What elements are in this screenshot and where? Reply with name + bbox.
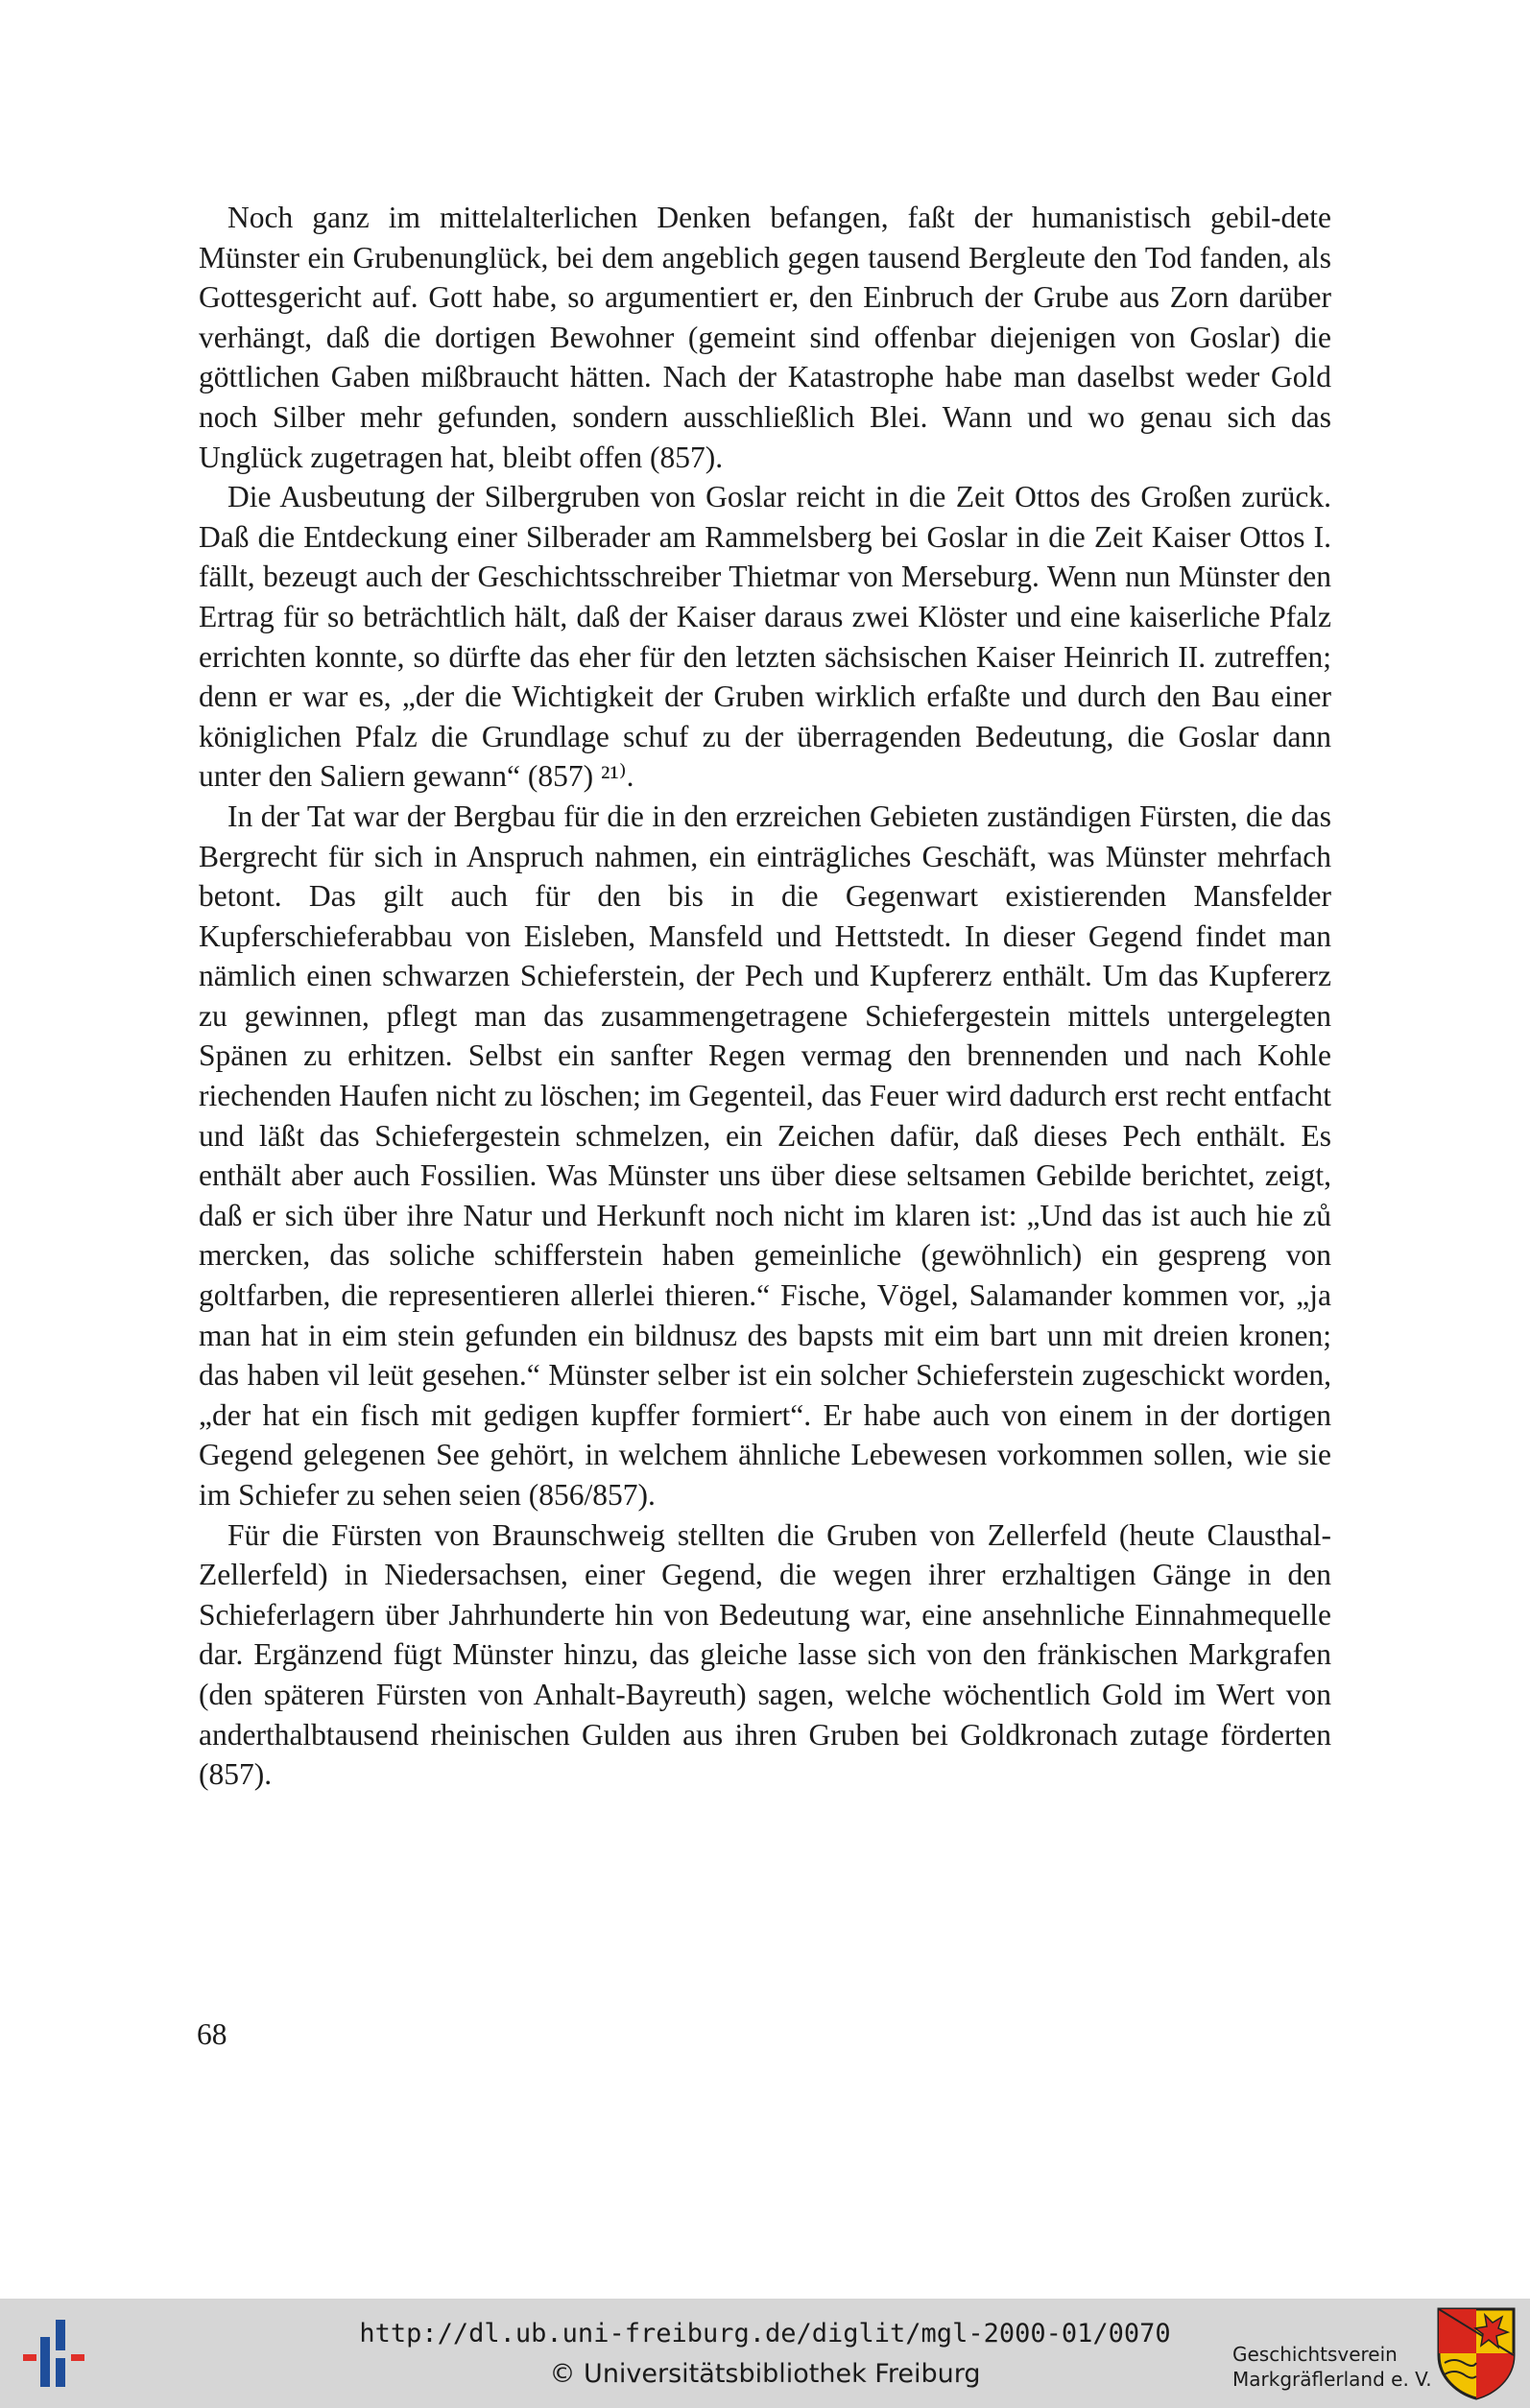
paragraph-zellerfeld-mines: Für die Fürsten von Braunschweig stellten die Gruben von Zellerfeld (heute Clausthal-Zellerfeld) in Niedersachsen, einer Gegend, die wegen ihrer erzhaltigen Gänge in den Schieferlagern über Jahrhunderte hin von Bedeutung war, eine ansehnliche Einnahmequelle dar. Ergänzend fügt Münster hinzu, das gleiche lasse sich von den fränkischen Markgrafen (den späteren Fürsten von Anhalt-Bayreuth) sagen, welche wöchentlich Gold im Wert von anderthalbtausend rheinischen Gulden aus ihren Gruben bei Goldkronach zutage förderten (857).: [199, 1517, 1331, 1792]
footer-bar: [0, 2299, 1530, 2408]
society-name: [1232, 2342, 1432, 2392]
page-number: 68: [197, 2017, 227, 2051]
paragraph-mansfeld-copper: In der Tat war der Bergbau für die in den erzreichen Gebieten zuständigen Fürsten, die das Bergrecht für sich in Anspruch nahmen, ein einträgliches Geschäft, was Münster mehrfach betont. Das gilt auch für den bis in die Gegenwart existierenden Mansfelder Kupferschieferabbau von Eisleben, Mansfeld und Hettstedt. In dieser Gegend findet man nämlich einen schwarzen Schieferstein, der Pech und Kupfererz enthält. Um das Kupfererz zu gewinnen, pflegt man das zusammengetragene Schiefergestein mittels untergelegten Spänen zu erhitzen. Selbst ein sanfter Regen vermag den brennenden und nach Kohle riechenden Haufen nicht zu löschen; im Gegenteil, das Feuer wird dadurch erst recht entfacht und läßt das Schiefergestein schmelzen, ein Zeichen dafür, daß dieses Pech enthält. Es enthält aber auch Fossilien. Was Münster uns über diese seltsamen Gebilde berichtet, zeigt, daß er sich über ihre Natur und Herkunft noch nicht im klaren ist: „Und das ist auch hie zů mercken, das soliche schifferstein haben gemeinliche (gewöhnlich) ein gespreng von goltfarben, die representieren allerlei thieren.“ Fische, Vögel, Salamander kommen vor, „ja man hat in eim stein gefunden ein bildnusz des bapsts mit eim bart unn mit dreien kronen; das haben vil leüt gesehen.“ Münster selber ist ein solcher Schieferstein zugeschickt worden, „der hat ein fisch mit gedigen kupffer formiert“. Er habe auch von einem in der dortigen Gegend gelegenen See gehört, in welchem ähnliche Lebewesen vorkommen sollen, wie sie im Schiefer zu sehen seien (856/857).: [199, 799, 1331, 1512]
society-name-line1: Geschichtsverein: [1232, 2343, 1398, 2366]
footer-url-link[interactable]: http://dl.ub.uni-freiburg.de/diglit/mgl-2000-01/0070: [359, 2319, 1171, 2348]
footer-copyright: © Universitätsbibliothek Freiburg: [549, 2359, 981, 2389]
society-name-line2: Markgräflerland e. V.: [1232, 2368, 1432, 2391]
paragraph-goslar-silver: Die Ausbeutung der Silbergruben von Goslar reicht in die Zeit Ottos des Großen zurück. Daß die Entdeckung einer Silberader am Rammelsberg bei Goslar in die Zeit Kaiser Ottos I. fällt, bezeugt auch der Geschichtsschreiber Thietmar von Merseburg. Wenn nun Münster den Ertrag für so beträchtlich hält, daß der Kaiser daraus zwei Klöster und eine kaiserliche Pfalz errichten konnte, so dürfte das eher für den letzten sächsischen Kaiser Heinrich II. zutreffen; denn er war es, „der die Wichtigkeit der Gruben wirklich erfaßte und durch den Bau einer königlichen Pfalz die Grundlage schuf zu der überragenden Bedeutung, die Goslar dann unter den Saliern gewann“ (857) ²¹⁾.: [199, 480, 1331, 794]
markgraeflerland-crest-icon: [1435, 2305, 1518, 2401]
page-body: [199, 198, 1331, 1795]
paragraph-mine-disaster: Noch ganz im mittelalterlichen Denken befangen, faßt der humanistisch gebil-dete Münster ein Grubenunglück, bei dem angeblich gegen tausend Bergleute den Tod fanden, als Gottesgericht auf. Gott habe, so argumentiert er, den Einbruch der Grube aus Zorn darüber verhängt, daß die dortigen Bewohner (gemeint sind offenbar diejenigen von Goslar) die göttlichen Gaben mißbraucht hätten. Nach der Katastrophe habe man daselbst weder Gold noch Silber mehr gefunden, sondern ausschließlich Blei. Wann und wo genau sich das Unglück zugetragen hat, bleibt offen (857).: [199, 201, 1331, 474]
